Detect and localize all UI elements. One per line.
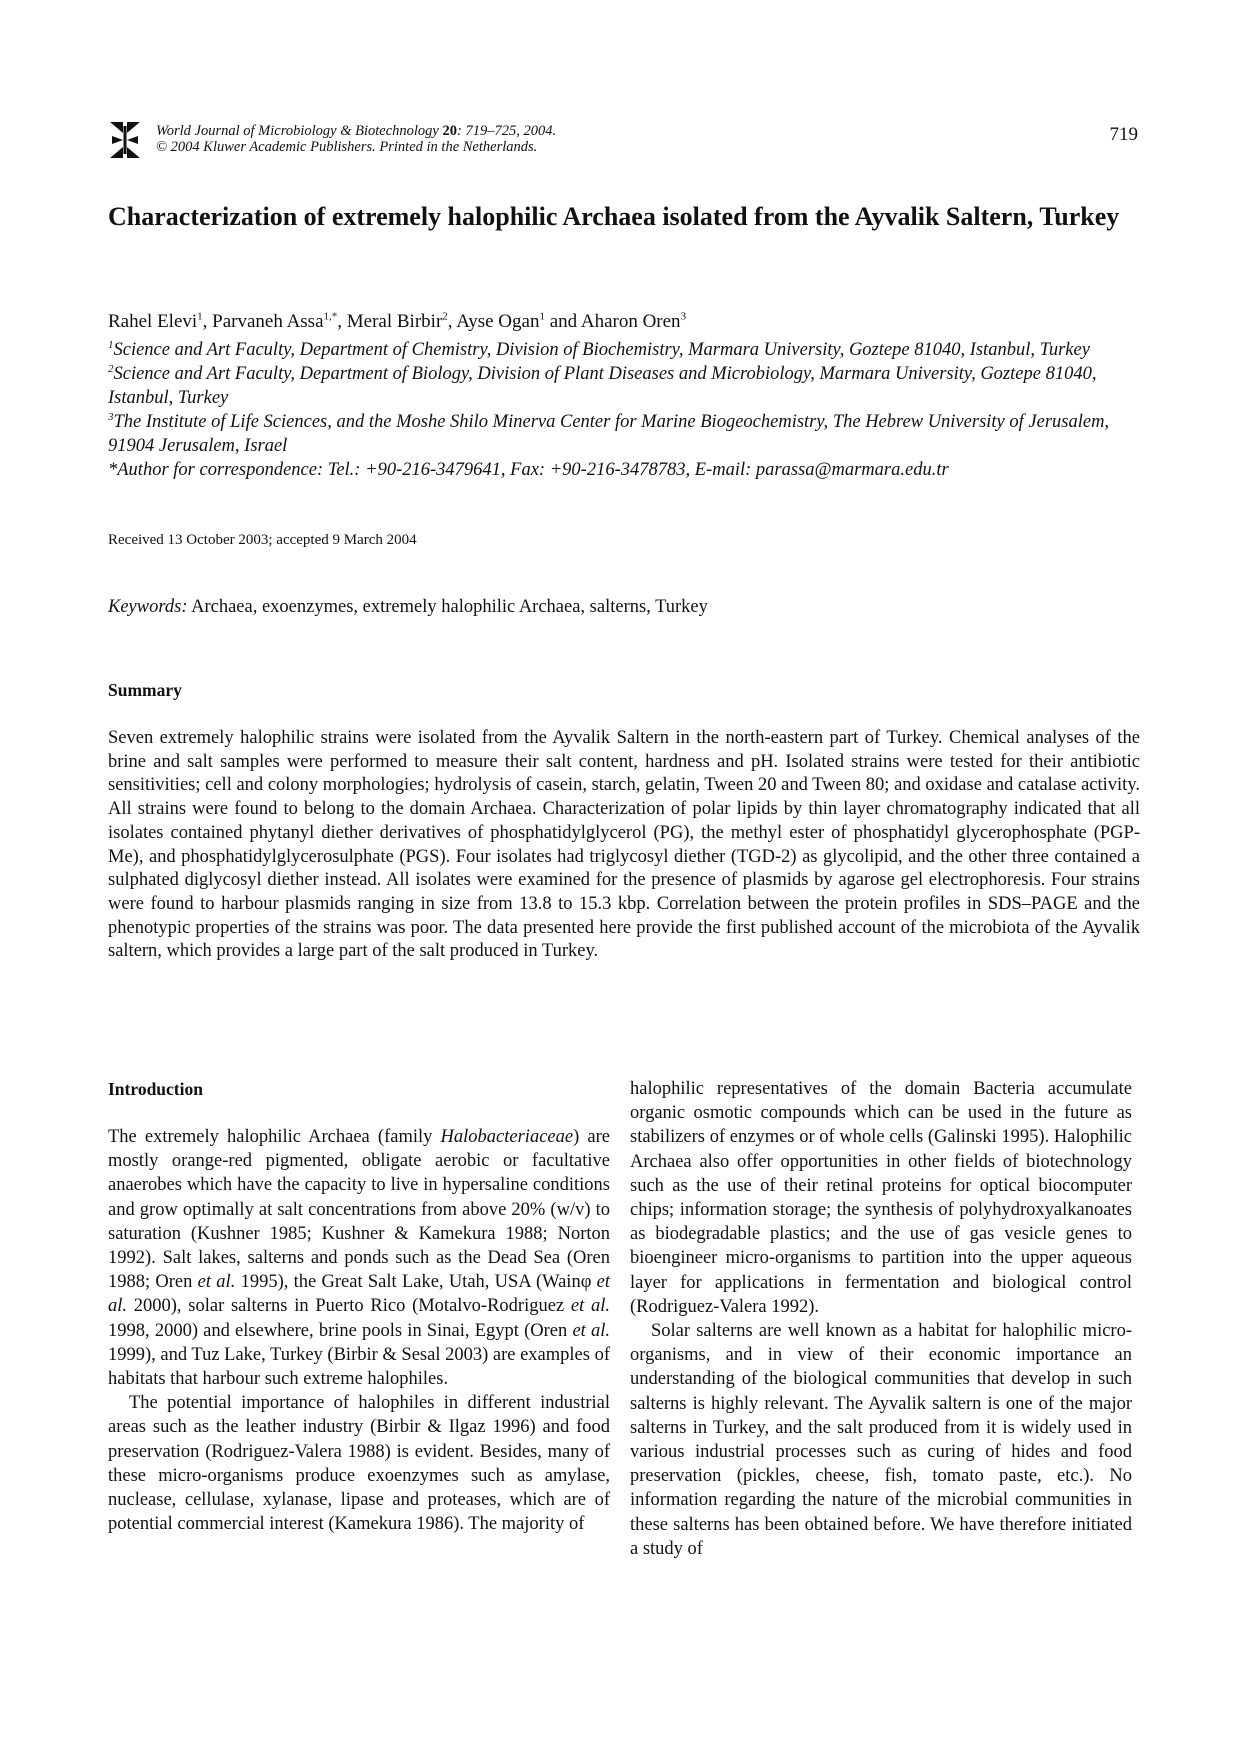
affiliation-mark: 2 [108,362,114,375]
affiliation [108,410,1148,458]
left-column [108,1125,610,1536]
keywords-text: Archaea, exoenzymes, extremely halophilic Archaea, salterns, Turkey [191,597,708,617]
page-number: 719 [1109,124,1138,145]
italic-run: Halobacteriaceae [440,1127,574,1147]
text-run: 1998, 2000) and elsewhere, brine pools in Sinai, Egypt (Oren [108,1320,573,1341]
italic-run: et al. [572,1320,610,1341]
author-affiliation-mark: 1 [539,310,545,323]
affiliation-mark: 1 [108,338,114,351]
intro-paragraph-2: The potential importance of halophiles in different industrial areas such as the leather industry (Birbir & Ilgaz 1996) and food preservation (Rodriguez-Valera 1988) is evident. Besides, many of these micro-organisms produce exoenzymes such as amylase, nuclease, cellulase, xylanase, lipase and proteases, which are of potential commercial interest (Kamekura 1986). The majority of [108,1393,610,1535]
text-run: 2000), solar salterns in Puerto Rico (Motalvo-Rodriguez [127,1296,571,1317]
summary-heading: Summary [108,680,182,700]
author-list: Rahel Elevi$^1$, Parvaneh Assa$^{1,*}$, Meral Birbir$^2$, Ayse Ogan$^1$ and Aharon Oren$^3$ [108,310,687,332]
author-name: Rahel Elevi [108,311,198,332]
keywords-line [108,597,1148,618]
affiliation-mark: 3 [108,410,114,423]
journal-line [156,123,556,139]
intro-paragraph-3: halophilic representatives of the domain Bacteria accumulate organic osmotic compounds which can be used in the future as stabilizers of enzymes or of whole cells (Galinski 1995). Halophilic Archaea also offer opportunities in other fields of biotechnology such as the use of their retinal proteins for optical biocomputer chips; information storage; the synthesis of polyhydroxyalkanoates as biodegradable plastics; and the use of gas vesicle genes to bioengineer micro-organisms to partition into the upper aqueous layer for applications in fermentation and biological control (Rodriguez-Valera 1992). [630,1079,1132,1317]
author-affiliation-mark: 3 [680,310,687,323]
affiliation-text: Science and Art Faculty, Department of Chemistry, Division of Biochemistry, Marmara University, Goztepe 81040, Istanbul, Turkey [113,340,1090,360]
summary-text: Seven extremely halophilic strains were isolated from the Ayvalik Saltern in the north-eastern part of Turkey. Chemical analyses of the brine and salt samples were performed to measure their salt content, hardness and pH. Isolated strains were tested for their antibiotic sensitivities; cell and colony morphologies; hydrolysis of casein, starch, gelatin, Tween 20 and Tween 80; and oxidase and catalase activity. All strains were found to belong to the domain Archaea. Characterization of polar lipids by thin layer chromatography indicated that all isolates contained phytanyl diether derivatives of phosphatidylglycerol (PG), the methyl ester of phosphatidyl glycerophosphate (PGP-Me), and phosphatidylglycerosulphate (PGS). Four isolates had triglycosyl diether (TGD-2) as glycolipid, and the other three contained a sulphated diglycosyl diether instead. All isolates were examined for the presence of plasmids by agarose gel electrophoresis. Four strains were found to harbour plasmids ranging in size from 13.8 to 15.3 kbp. Correlation between the protein profiles in SDS–PAGE and the phenotypic properties of the strains was poor. The data presented here provide the first published account of the microbiota of the Ayvalik saltern, which provides a large part of the salt produced in Turkey. [108,728,1140,962]
running-header [108,120,1138,160]
affiliation [108,362,1148,410]
journal-pages: : 719–725, 2004. [456,123,557,139]
keywords-label: Keywords: [108,597,188,617]
received-dates: Received 13 October 2003; accepted 9 March 2004 [108,532,417,548]
italic-run: et al. [197,1272,236,1293]
journal-name: World Journal of Microbiology & Biotechnology [156,123,439,139]
italic-run: et al. [108,1272,611,1317]
affiliation-text: Science and Art Faculty, Department of Biology, Division of Plant Diseases and Microbiology, Marmara University, Goztepe 81040, Istanbul, Turkey [108,364,1097,408]
correspondence-note: *Author for correspondence: Tel.: +90-216-3479641, Fax: +90-216-3478783, E-mail: parassa@marmara.edu.tr [108,460,949,480]
text-run: ) are mostly orange-red pigmented, obligate aerobic or facultative anaerobes which have the capacity to live in hypersaline conditions and grow optimally at salt concentrations from above 20% (w/v) to saturation (Kushner 1985; Kushner & Kamekura 1988; Norton 1992). Salt lakes, salterns and ponds such as the Dead Sea (Oren 1988; Oren [108,1127,610,1293]
author-affiliation-mark: 1 [197,310,203,323]
author-affiliation-mark: 2 [442,310,448,323]
author-conjunction: and [549,311,578,332]
affiliation-block [108,338,1148,482]
journal-volume: 20 [442,123,457,139]
intro-paragraph-1 [108,1125,610,1391]
publisher-line: © 2004 Kluwer Academic Publishers. Printed in the Netherlands. [156,139,538,155]
text-run: 1995), the Great Salt Lake, Utah, USA (Wainφ [235,1272,597,1293]
journal-citation [156,123,556,155]
author-name: Meral Birbir [346,311,443,332]
author-name: Aharon Oren [580,311,681,332]
italic-run: et al. [570,1296,610,1317]
affiliation [108,338,1148,362]
article-title: Characterization of extremely halophilic Archaea isolated from the Ayvalik Saltern, Turkey [108,202,1120,231]
author-affiliation-mark: 1,* [323,310,338,323]
introduction-heading: Introduction [108,1079,203,1099]
intro-paragraph-4: Solar salterns are well known as a habitat for halophilic micro-organisms, and in view of their economic importance an understanding of the biological communities that develop in such salterns is highly relevant. The Ayvalik saltern is one of the major salterns in Turkey, and the salt produced from it is widely used in various industrial processes such as curing of hides and food preservation (pickles, cheese, fish, tomato paste, etc.). No information regarding the nature of the microbial communities in these salterns has been obtained before. We have therefore initiated a study of [630,1321,1132,1559]
affiliation-text: The Institute of Life Sciences, and the Moshe Shilo Minerva Center for Marine Biogeochemistry, The Hebrew University of Jerusalem, 91904 Jerusalem, Israel [108,412,1110,456]
right-column [630,1077,1132,1561]
author-name: Parvaneh Assa [212,311,324,332]
author-name: Ayse Ogan [456,311,540,332]
text-run: 1999), and Tuz Lake, Turkey (Birbir & Sesal 2003) are examples of habitats that harbour such extreme halophiles. [108,1344,610,1390]
publisher-logo-icon [108,120,142,160]
text-run: The extremely halophilic Archaea (family [108,1127,441,1147]
